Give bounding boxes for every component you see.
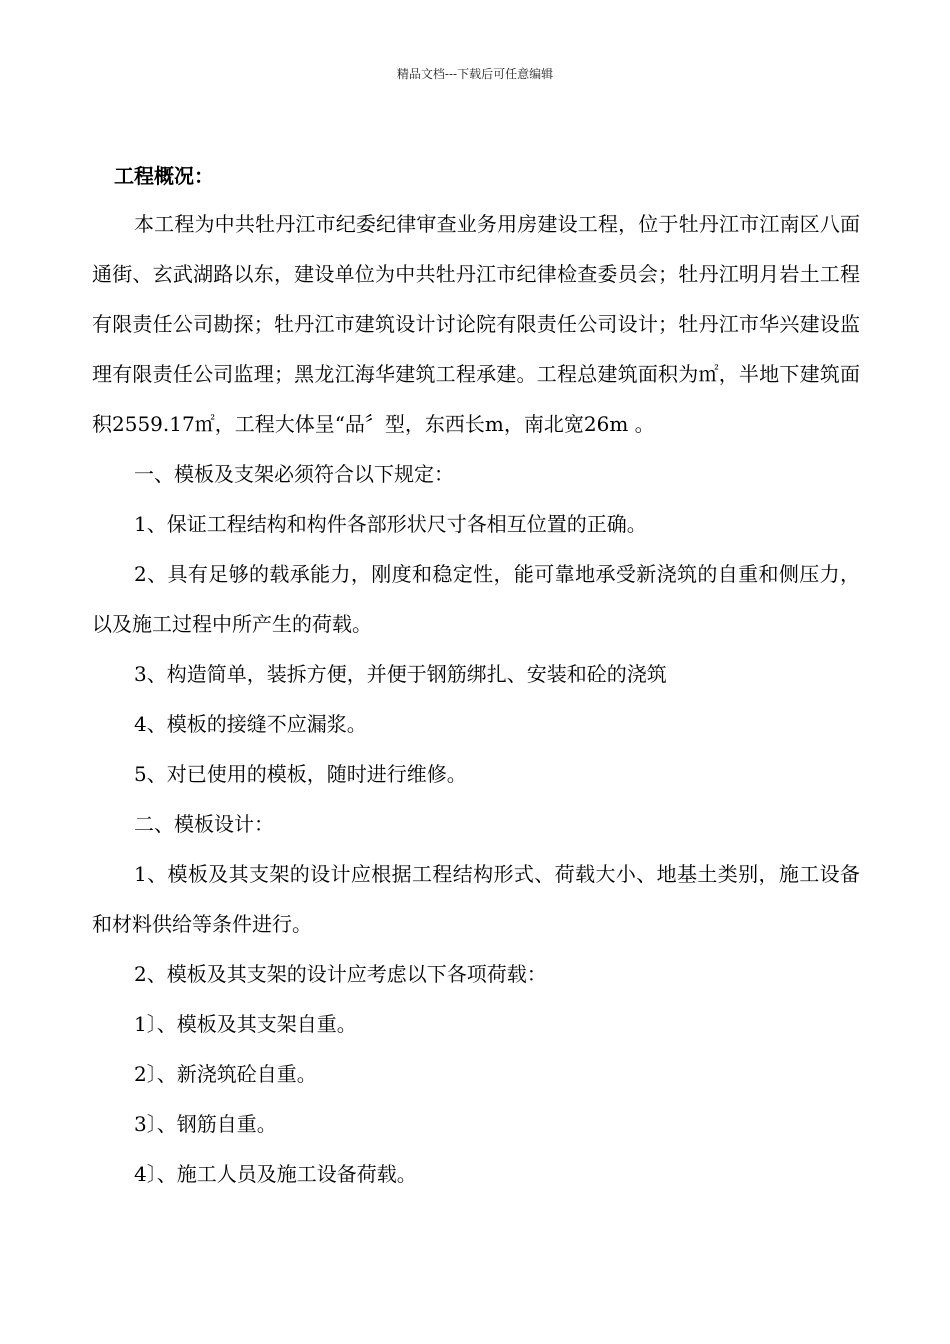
paragraph-formwork-design-heading: 二、模板设计： (134, 812, 274, 836)
document-body (92, 199, 860, 1199)
paragraph-design-2: 2、模板及其支架的设计应考虑以下各项荷载： (134, 962, 547, 986)
paragraph-load-1: 1〕、模板及其支架自重。 (134, 1012, 357, 1036)
paragraph-requirement-5: 5、对已使用的模板，随时进行维修。 (134, 762, 467, 786)
paragraph-requirement-1: 1、保证工程结构和构件各部形状尺寸各相互位置的正确。 (134, 512, 647, 536)
paragraph-formwork-requirements-heading: 一、模板及支架必须符合以下规定： (134, 462, 454, 486)
paragraph-load-4: 4〕、施工人员及施工设备荷载。 (134, 1162, 417, 1186)
paragraph-load-2: 2〕、新浇筑砼自重。 (134, 1062, 317, 1086)
page-header: 精品文档---下载后可任意编辑 (396, 67, 554, 81)
paragraph-design-1: 1、模板及其支架的设计应根据工程结构形式、荷载大小、地基土类别，施工设备和材料供给等条件进行。 (92, 862, 860, 936)
paragraph-requirement-3: 3、构造简单，装拆方便，并便于钢筋绑扎、安装和砼的浇筑 (134, 662, 667, 686)
paragraph-requirement-4: 4、模板的接缝不应漏浆。 (134, 712, 367, 736)
paragraph-load-3: 3〕、钢筋自重。 (134, 1112, 277, 1136)
paragraph-requirement-2: 2、具有足够的载承能力，刚度和稳定性，能可靠地承受新浇筑的自重和侧压力，以及施工过程中所产生的荷载。 (92, 562, 860, 636)
paragraph-project-overview: 本工程为中共牡丹江市纪委纪律审查业务用房建设工程，位于牡丹江市江南区八面通街、玄武湖路以东，建设单位为中共牡丹江市纪律检查委员会；牡丹江明月岩土工程有限责任公司勘探；牡丹江市建筑设计讨论院有限责任公司设计；牡丹江市华兴建设监理有限责任公司监理；黑龙江海华建筑工程承建。工程总建筑面积为㎡，半地下建筑面积2559.17㎡，工程大体呈“品〞型，东西长m，南北宽26m 。 (92, 212, 860, 436)
section-title: 工程概况： (114, 164, 214, 188)
